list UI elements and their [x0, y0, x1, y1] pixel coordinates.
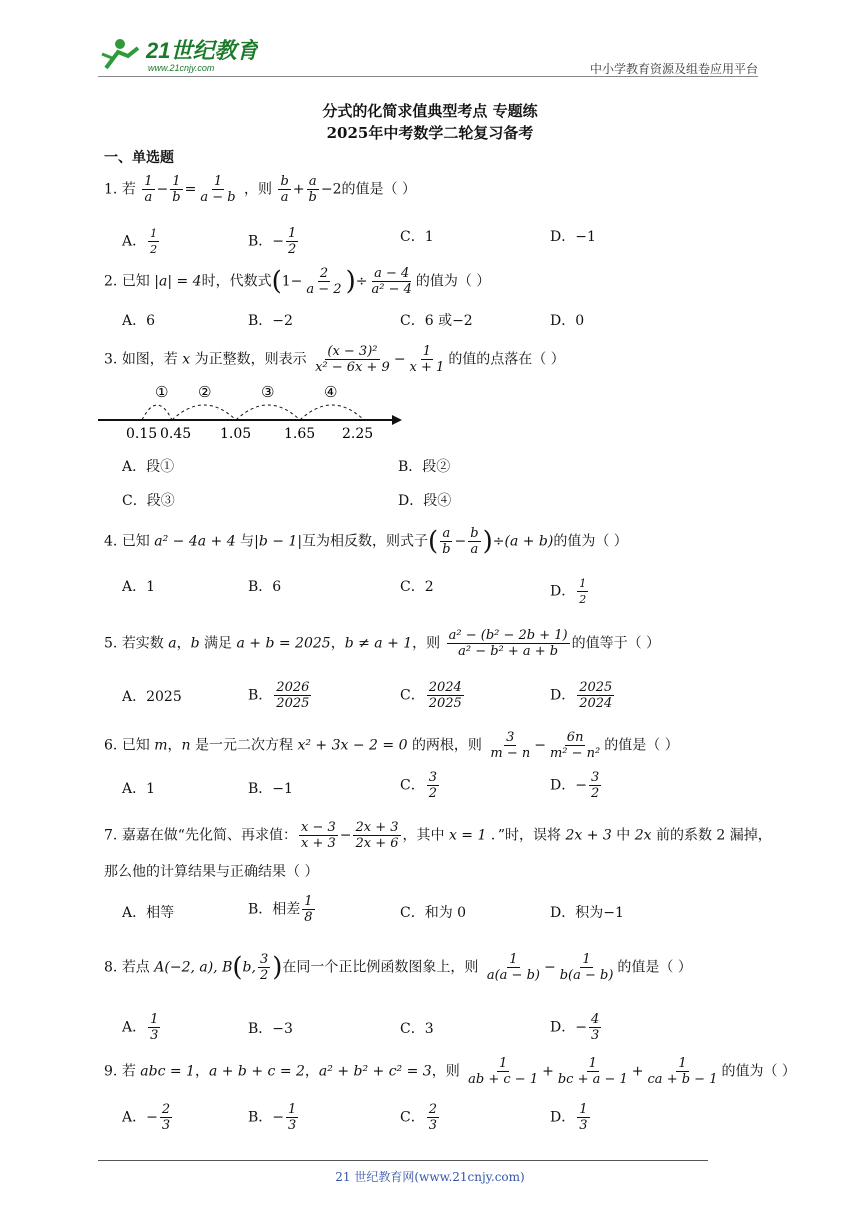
segment-3-arc: [236, 405, 300, 420]
q7-option-d: D．积为−1: [550, 905, 624, 921]
q5-option-c: C． $\frac{2024}{2025}$: [400, 680, 462, 711]
question-7-line2: 那么他的计算结果与正确结果（ ）: [104, 864, 319, 880]
q7-option-c: C．和为 0: [400, 905, 467, 921]
q1-option-c: C．1: [400, 229, 434, 245]
question-7: 7. 嘉嘉在做“先化简、再求值： $\frac{x - 3}{x + 3}$ − $\frac{2x + 3}{2x + 6}$ ，其中 x = 1 ．”时，误将 2x + 3 中 2x 前的系数 2 漏掉，: [104, 820, 772, 851]
q5-option-d: D． $\frac{2025}{2024}$: [550, 680, 613, 711]
tick-label-2.25: 2.25: [342, 426, 374, 442]
tick-label-1.65: 1.65: [284, 426, 316, 442]
q8-option-b: B．−3: [248, 1021, 293, 1037]
q9-option-d: D． $\frac{1}{3}$: [550, 1102, 588, 1133]
q6-option-d: D．− $\frac{3}{2}$: [550, 770, 600, 801]
section-heading: 一、单选题: [104, 150, 174, 166]
question-4: 4. 已知 a² − 4a + 4 与|b − 1|互为相反数，则式子( $\frac{a}{b}$ − $\frac{b}{a}$ )÷(a + b)的值为（ ）: [104, 526, 628, 557]
q6-option-b: B．−1: [248, 781, 293, 797]
footer-divider: [98, 1160, 708, 1161]
question-2: 2. 已知 |a| = 4时，代数式(1− $\frac{2}{a - 2}$ )÷ $\frac{a - 4}{\text{a² − 4}}$ 的值为（ ）: [104, 266, 491, 297]
q6-option-a: A．1: [122, 781, 156, 797]
q3-option-d: D．段④: [398, 493, 452, 509]
segment-4-arc: [300, 405, 364, 420]
q1-option-b: B．− $\frac{1}{2}$: [248, 226, 297, 257]
segment-label-3: ③: [261, 383, 275, 401]
q8-option-a: A． $\frac{1}{3}$: [122, 1012, 159, 1043]
q6-option-c: C． $\frac{3}{2}$: [400, 770, 437, 801]
q9-option-c: C． $\frac{2}{3}$: [400, 1102, 437, 1133]
q1-option-d: D．−1: [550, 229, 596, 245]
question-8: 8. 若点 A(−2, a), B(b, $\frac{3}{2}$ )在同一个正比例函数图象上，则 $\frac{1}{a(a - b)}$ − $\frac{1}{b(a - b)}$ 的值是（ ）: [104, 952, 692, 983]
q2-option-c: C．6 或−2: [400, 313, 473, 329]
question-3: 3. 如图，若 x 为正整数，则表示 $\frac{\text{(x − 3)²}}{\text{x² − 6x + 9}}$ − $\frac{1}{x + 1}$ 的值的点落在（ ）: [104, 344, 565, 375]
q8-option-d: D．− $\frac{4}{3}$: [550, 1012, 600, 1043]
page-subtitle: 2025年中考数学二轮复习备考: [326, 124, 534, 142]
segment-2-arc: [172, 405, 236, 420]
tick-label-0.45: 0.45: [160, 426, 192, 442]
q5-option-b: B． $\frac{2026}{2025}$: [248, 680, 310, 711]
q5-option-a: A．2025: [122, 689, 182, 705]
q2-option-b: B．−2: [248, 313, 293, 329]
q9-option-b: B．− $\frac{1}{3}$: [248, 1102, 297, 1133]
q3-option-c: C．段③: [122, 493, 175, 509]
q4-option-c: C．2: [400, 579, 434, 595]
q4-option-a: A．1: [122, 579, 156, 595]
header-divider: [98, 76, 758, 77]
tick-label-1.05: 1.05: [220, 426, 252, 442]
q3-option-a: A．段①: [122, 459, 175, 475]
site-name: 中小学教育资源及组卷应用平台: [589, 62, 758, 76]
question-5: 5. 若实数 a，b 满足 a + b = 2025，b ≠ a + 1，则 $\frac{\text{a² − (b² − 2b + 1)}}{\text{a² − b² + a + b}}$ 的值等于（ ）: [104, 628, 661, 659]
segment-1-arc: [142, 405, 172, 420]
q4-option-d: D． $\frac{1}{2}$: [550, 577, 587, 606]
svg-text:www.21cnjy.com: www.21cnjy.com: [148, 63, 215, 73]
q4-option-b: B．6: [248, 579, 282, 595]
page-title: 分式的化简求值典型考点 专题练: [322, 102, 538, 120]
tick-label-0.15: 0.15: [126, 426, 158, 442]
question-6: 6. 已知 m，n 是一元二次方程 x² + 3x − 2 = 0 的两根，则 $\frac{3}{m - n}$ − $\frac{6n}{\text{m² − n²}}$ 的值是（ ）: [104, 730, 679, 761]
segment-label-2: ②: [198, 383, 212, 401]
arrow-head: [392, 415, 402, 425]
logo: [98, 34, 258, 74]
q2-option-a: A．6: [122, 313, 156, 329]
q7-option-a: A．相等: [122, 905, 175, 921]
number-line-figure: [98, 380, 408, 444]
q8-option-c: C．3: [400, 1021, 434, 1037]
q1-option-a: A． $\frac{1}{2}$: [122, 227, 158, 256]
question-1: 1. 若 $\frac{1}{a}$ − $\frac{1}{b}$ = $\frac{1}{a - b}$ ，则 $\frac{b}{a}$ + $\frac{a}{b}$ −2的值是（ ）: [104, 174, 416, 205]
question-9: 9. 若 abc = 1，a + b + c = 2，a² + b² + c² = 3，则 $\frac{1}{ab + c - 1}$ + $\frac{1}{bc + a - 1}$ + $\frac{1}{ca + b - 1}$ 的值为（ ）: [104, 1056, 796, 1087]
q2-option-d: D．0: [550, 313, 585, 329]
footer-link[interactable]: 21 世纪教育网(www.21cnjy.com): [335, 1170, 525, 1184]
q9-option-a: A．− $\frac{2}{3}$: [122, 1102, 171, 1133]
svg-text:21世纪教育: 21世纪教育: [146, 38, 258, 63]
q7-option-b: B．相差 $\frac{1}{8}$: [248, 894, 313, 925]
q3-option-b: B．段②: [398, 459, 451, 475]
segment-label-4: ④: [324, 383, 338, 401]
segment-label-1: ①: [155, 383, 169, 401]
